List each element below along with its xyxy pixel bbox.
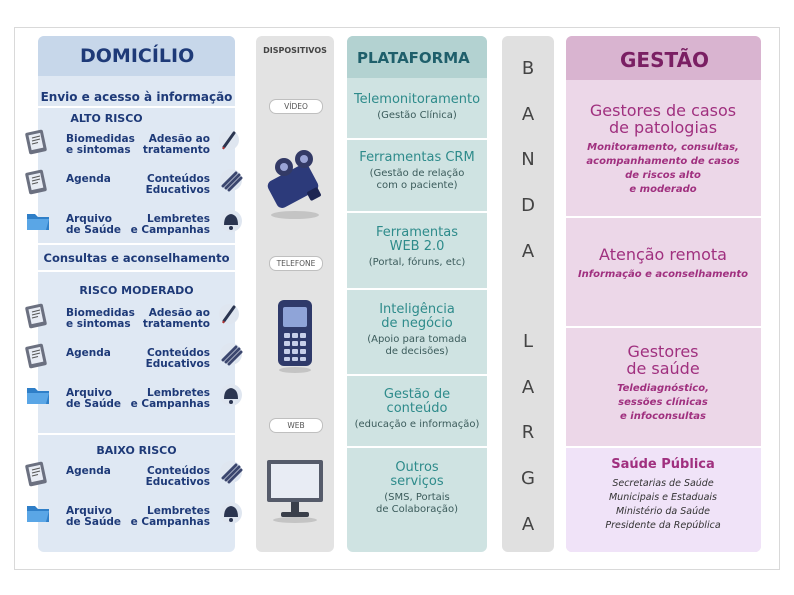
dispositivos-column [256, 36, 334, 552]
plataforma-column [347, 36, 487, 552]
gestao-section [568, 456, 758, 533]
alto-item-right-label: Adesão ao tratamento [142, 133, 210, 156]
pen-icon [218, 128, 240, 156]
gestao-section [568, 246, 758, 282]
banda-letter: D [521, 195, 535, 216]
plataforma-section-head: Telemonitoramento [353, 92, 481, 107]
gestao-section-head: Gestores de casos de patologias [589, 101, 737, 137]
plataforma-section [347, 461, 487, 516]
gestao-section-head: Atenção remota [599, 245, 727, 264]
pen-icon [218, 302, 240, 330]
clipboard-icon [24, 168, 50, 200]
banda-letter: G [521, 468, 535, 489]
clipboard-icon [24, 302, 50, 334]
domicilio-column [38, 36, 235, 552]
bell-icon [218, 500, 244, 530]
banda-letter: A [521, 377, 535, 398]
bell-icon [218, 382, 244, 412]
books-icon [218, 342, 244, 370]
banda-letter: L [522, 331, 534, 352]
banda-letter: B [521, 58, 535, 79]
gestao-section-sub: Telediagnóstico, sessões clínicas e infoconsultas [617, 383, 709, 422]
telefone-label: TELEFONE [269, 256, 323, 271]
domicilio-title: DOMICÍLIO [80, 45, 195, 67]
books-icon [218, 460, 244, 488]
baixo-item-left-label: Arquivo de Saúde [66, 505, 122, 528]
baixo-item-left-label: Agenda [66, 465, 111, 477]
gestao-section-sub: Monitoramento, consultas, acompanhamento de casos de riscos alto e moderado [586, 142, 740, 195]
alto-risco-header: ALTO RISCO [70, 112, 143, 125]
plataforma-section [347, 303, 487, 358]
plataforma-section-head: Ferramentas CRM [359, 150, 475, 165]
alto-item-right-label: Conteúdos Educativos [145, 173, 210, 196]
banda-letter: A [521, 514, 535, 535]
consultas-label: Consultas e aconselhamento [43, 251, 230, 265]
plataforma-section-sub: (SMS, Portais de Colaboração) [375, 492, 459, 515]
plataforma-section-head: Outros serviços [390, 460, 444, 489]
alto-item-right-label: Lembretes e Campanhas [130, 213, 210, 236]
alto-item-left-label: Agenda [66, 173, 111, 185]
folder-icon [24, 208, 52, 238]
banda-letter: R [521, 422, 535, 443]
folder-icon [24, 500, 52, 530]
bell-icon [218, 208, 244, 238]
gestao-title: GESTÃO [620, 48, 710, 72]
clipboard-icon [24, 128, 50, 160]
plataforma-section-sub: (Portal, fóruns, etc) [368, 257, 466, 268]
mobile-phone-icon [274, 298, 316, 374]
gestao-column [566, 36, 761, 552]
gestao-section-sub: Secretarias de Saúde Municipais e Estaduais Ministério da Saúde Presidente da República [605, 478, 721, 531]
web-label: WEB [269, 418, 323, 433]
plataforma-section [347, 388, 487, 431]
alto-item-left-label: Arquivo de Saúde [66, 213, 122, 236]
banda-letter: A [521, 241, 535, 262]
moderado-item-left-label: Arquivo de Saúde [66, 387, 122, 410]
plataforma-section-sub: (Gestão Clínica) [377, 110, 457, 121]
clipboard-icon [24, 460, 50, 492]
folder-icon [24, 382, 52, 412]
plataforma-section-head: Inteligência de negócio [379, 302, 455, 331]
baixo-risco-header: BAIXO RISCO [96, 444, 177, 457]
video-label: VÍDEO [269, 99, 323, 114]
plataforma-section [347, 151, 487, 192]
banda-letter: A [521, 104, 535, 125]
domicilio-subtitle: Envio e acesso à informação [40, 90, 233, 104]
gestao-section [568, 102, 758, 197]
dispositivos-title: DISPOSITIVOS [263, 46, 327, 55]
baixo-item-right-label: Conteúdos Educativos [145, 465, 210, 488]
video-camera-icon [262, 141, 328, 221]
gestao-section-head: Gestores de saúde [626, 342, 700, 378]
banda-letter: N [521, 149, 535, 170]
plataforma-section-sub: (Apoio para tomada de decisões) [367, 334, 467, 357]
risco-moderado-header: RISCO MODERADO [79, 284, 194, 297]
moderado-item-left-label: Biomedidas e sintomas [66, 307, 135, 330]
plataforma-section [347, 93, 487, 122]
moderado-item-right-label: Conteúdos Educativos [145, 347, 210, 370]
plataforma-section-sub: (Gestão de relação com o paciente) [369, 168, 465, 191]
plataforma-title: PLATAFORMA [357, 49, 470, 67]
plataforma-section-head: Gestão de conteúdo [383, 387, 451, 416]
plataforma-section-sub: (educação e informação) [354, 419, 480, 430]
banda-larga-column [502, 36, 554, 552]
plataforma-section [347, 226, 487, 269]
computer-monitor-icon [265, 456, 325, 524]
moderado-item-right-label: Lembretes e Campanhas [130, 387, 210, 410]
baixo-item-right-label: Lembretes e Campanhas [130, 505, 210, 528]
plataforma-section-head: Ferramentas WEB 2.0 [376, 225, 458, 254]
clipboard-icon [24, 342, 50, 374]
gestao-section-sub: Informação e aconselhamento [577, 269, 749, 280]
alto-item-left-label: Biomedidas e sintomas [66, 133, 135, 156]
gestao-section-head: Saúde Pública [611, 457, 715, 472]
moderado-item-left-label: Agenda [66, 347, 111, 359]
books-icon [218, 168, 244, 196]
gestao-section [568, 343, 758, 424]
moderado-item-right-label: Adesão ao tratamento [142, 307, 210, 330]
